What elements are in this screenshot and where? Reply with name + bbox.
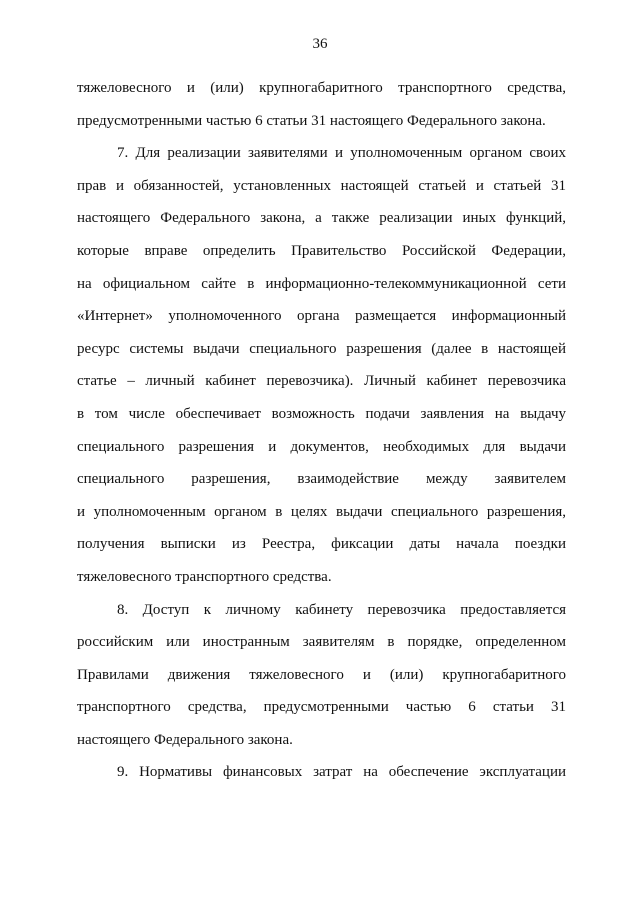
text-line: прав и обязанностей, установленных настоящей статьей и статьей 31 bbox=[77, 177, 566, 194]
text-line: тяжеловесного транспортного средства. bbox=[77, 568, 332, 585]
text-line: в том числе обеспечивает возможность подачи заявления на выдачу bbox=[77, 405, 566, 422]
text-line: 9. Нормативы финансовых затрат на обеспечение эксплуатации bbox=[117, 764, 566, 781]
paragraph bbox=[77, 137, 566, 593]
text-line: специального разрешения, взаимодействие между заявителем bbox=[77, 471, 566, 488]
text-line: «Интернет» уполномоченного органа размещается информационный bbox=[77, 308, 566, 325]
page-number: 36 bbox=[312, 36, 328, 52]
text-line: настоящего Федерального закона, а также реализации иных функций, bbox=[77, 210, 566, 227]
text-line: специального разрешения и документов, необходимых для выдачи bbox=[77, 438, 566, 455]
text-line: которые вправе определить Правительство Российской Федерации, bbox=[77, 242, 566, 259]
paragraph bbox=[77, 594, 566, 757]
text-line: транспортного средства, предусмотренными частью 6 статьи 31 bbox=[77, 699, 566, 716]
text-line: 8. Доступ к личному кабинету перевозчика предоставляется bbox=[117, 601, 566, 618]
text-line: статье – личный кабинет перевозчика). Личный кабинет перевозчика bbox=[77, 373, 566, 390]
document-body bbox=[77, 72, 566, 789]
text-line: Правилами движения тяжеловесного и (или) крупногабаритного bbox=[77, 666, 566, 683]
text-line: на официальном сайте в информационно-телекоммуникационной сети bbox=[77, 275, 566, 292]
text-line: 7. Для реализации заявителями и уполномоченным органом своих bbox=[117, 145, 566, 162]
text-line: ресурс системы выдачи специального разрешения (далее в настоящей bbox=[77, 340, 566, 357]
text-line: российским или иностранным заявителям в порядке, определенном bbox=[77, 634, 566, 651]
text-line: тяжеловесного и (или) крупногабаритного транспортного средства, bbox=[77, 80, 566, 96]
text-line: настоящего Федерального закона. bbox=[77, 731, 293, 748]
paragraph bbox=[77, 756, 566, 789]
text-line: предусмотренными частью 6 статьи 31 настоящего Федерального закона. bbox=[77, 112, 546, 129]
text-line: и уполномоченным органом в целях выдачи специального разрешения, bbox=[77, 503, 566, 520]
paragraph bbox=[77, 72, 566, 137]
text-line: получения выписки из Реестра, фиксации даты начала поездки bbox=[77, 536, 566, 553]
